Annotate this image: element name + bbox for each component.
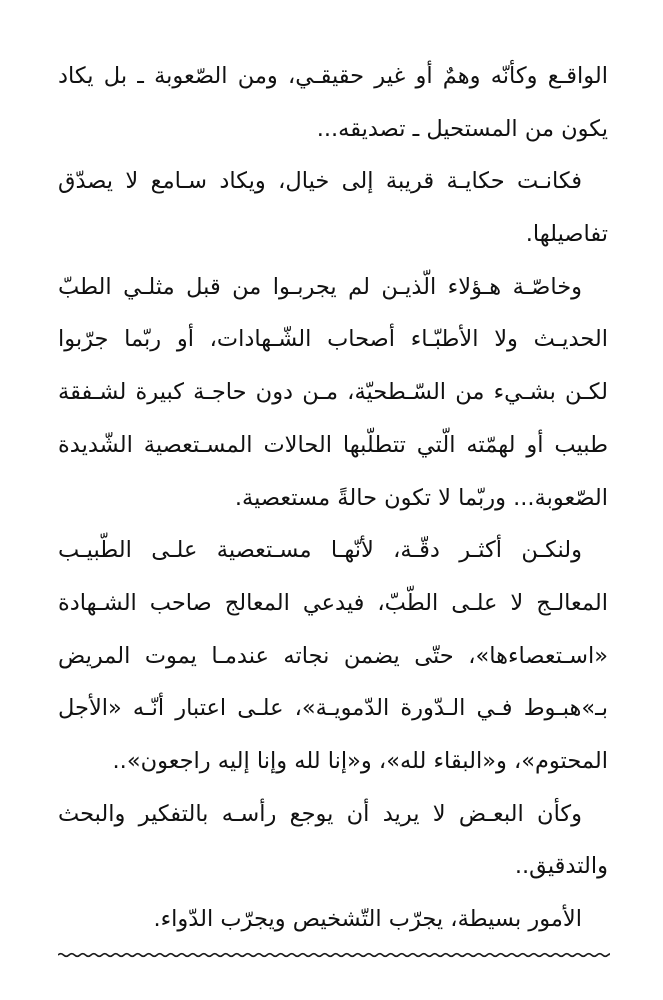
text-line: المعالـج لا علـى الطّبّ، فيدعي المعالج صاحب الشـهادة xyxy=(58,589,608,616)
text-line: تفاصيلها. xyxy=(525,221,608,248)
text-line: والتدقيق.. xyxy=(514,853,608,880)
text-line: فكانـت حكايـة قريبة إلى خيال، ويكاد سـامع لا يصدّق xyxy=(58,168,582,195)
text-line: الحديـث ولا الأطبّـاء أصحاب الشّـهادات، أو ربّما جرّبوا xyxy=(58,326,608,353)
paragraph xyxy=(58,155,608,260)
text-line: الصّعوبة... وربّما لا تكون حالةً مستعصية. xyxy=(234,484,608,511)
text-line: ولنكـن أكثـر دقّـة، لأنّهـا مسـتعصية علـى الطّبيـب xyxy=(58,537,582,564)
text-line: المحتوم»، و«البقاء لله»، و«إنا لله وإنا إليه راجعون».. xyxy=(112,747,608,774)
paragraph xyxy=(58,50,608,155)
text-line: «اسـتعصاءها»، حتّى يضمن نجاته عندمـا يموت المريض xyxy=(58,642,608,669)
body-text xyxy=(58,50,608,946)
paragraph xyxy=(58,788,608,893)
text-line: طبيب أو لهمّته الّتي تتطلّبها الحالات المسـتعصية الشّديدة xyxy=(58,431,608,458)
text-line: يكون من المستحيل ـ تصديقه... xyxy=(316,115,608,142)
text-line: بـ»هبـوط فـي الـدّورة الدّمويـة»، علـى اعتبار أنّـه «الأجل xyxy=(58,695,608,722)
wavy-divider xyxy=(58,948,610,962)
text-line: وكأن البعـض لا يريد أن يوجع رأسـه بالتفكير والبحث xyxy=(58,800,582,827)
text-line: الواقـع وكأنّه وهمٌ أو غير حقيقـي، ومن الصّعوبة ـ بل يكاد xyxy=(58,63,608,89)
paragraph xyxy=(58,524,608,787)
paragraph xyxy=(58,893,608,946)
text-line: لكـن بشـيء من السّـطحيّة، مـن دون حاجـة كبيرة لشـفقة xyxy=(58,379,608,406)
text-line: الأمور بسيطة، يجرّب التّشخيص ويجرّب الدّواء. xyxy=(153,906,582,932)
paragraph xyxy=(58,261,608,524)
text-line: وخاصّـة هـؤلاء الّذيـن لم يجربـوا من قبل مثلـي الطبّ xyxy=(58,273,582,300)
